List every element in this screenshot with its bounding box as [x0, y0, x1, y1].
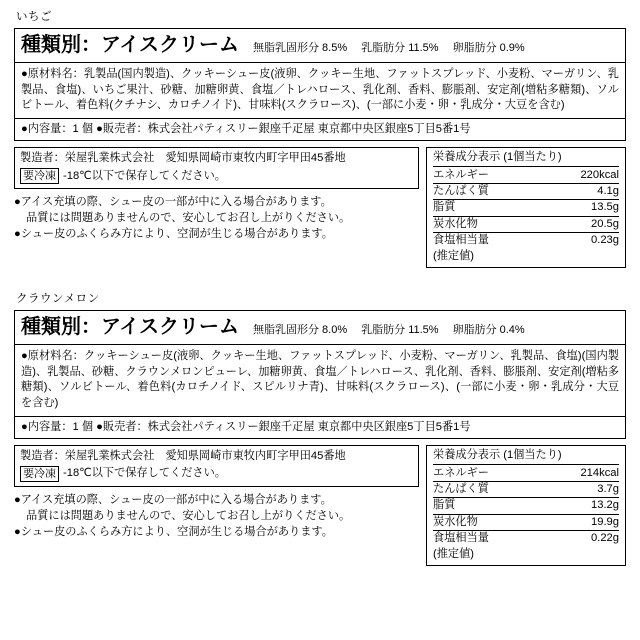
left-column — [14, 445, 419, 541]
type-row — [15, 29, 625, 63]
nutrient-value: 13.5g — [543, 200, 619, 216]
lower-area — [14, 445, 626, 566]
freeze-text: -18℃以下で保存してください。 — [63, 467, 226, 480]
note-line: ●アイス充填の際、シュー皮の一部が中に入る場合があります。 — [14, 196, 332, 209]
product-main-box — [14, 28, 626, 141]
estimate-note: (推定値) — [433, 548, 475, 561]
nutrient-value: 4.1g — [543, 184, 619, 200]
table-row — [433, 200, 619, 216]
table-row — [433, 514, 619, 530]
freeze-tag: 要冷凍 — [20, 466, 59, 482]
product-title: クラウンメロン — [16, 293, 100, 306]
lower-area — [14, 147, 626, 268]
table-row — [433, 498, 619, 514]
ingredients-text — [15, 345, 625, 416]
section-divider-space — [14, 268, 626, 290]
maker-line: 製造者：栄屋乳業株式会社 愛知県岡崎市東牧内町字甲田45番地 — [20, 151, 346, 164]
maker-box — [14, 445, 419, 488]
type-label: 種類別：アイスクリーム — [21, 34, 239, 56]
maker-line: 製造者：栄屋乳業株式会社 愛知県岡崎市東牧内町字甲田45番地 — [20, 449, 346, 462]
nutrient-value: 0.23g — [591, 233, 619, 246]
table-row — [433, 530, 619, 546]
nutrient-value: 214kcal — [543, 466, 619, 482]
table-row — [433, 232, 619, 248]
note-line: 品質には問題ありませんので、安心してお召し上がりください。 — [26, 510, 351, 523]
table-row — [433, 216, 619, 232]
stat-milk-fat: 乳脂肪分 11.5% — [361, 42, 439, 54]
ingredients-paragraph: ●原材料名：クッキーシュー皮(液卵、クッキー生地、ファットスプレッド、小麦粉、マーガリン、乳製品、食塩)(国内製造)、乳製品、砂糖、クラウンメロンピューレ、加糖卵黄、食塩／トレハロース、乳化剤、香料、膨脹剤、安定剤(増粘多糖類)、ソルビトール、着色料(カロチノイド、スピルリナ青)、甘味料(スクラロース)、(一部に小麦・卵・乳成分・大豆を含む) — [21, 350, 619, 410]
note-line: ●アイス充填の際、シュー皮の一部が中に入る場合があります。 — [14, 494, 332, 507]
freeze-text: -18℃以下で保存してください。 — [63, 169, 226, 182]
ingredients-paragraph: ●原材料名：乳製品(国内製造)、クッキーシュー皮(液卵、クッキー生地、ファットスプレッド、小麦粉、マーガリン、乳製品、食塩)、いちご果汁、砂糖、加糖卵黄、食塩／トレハロース、乳化剤、香料、膨脹剤、安定剤(増粘多糖類)、ソルビトール、着色料(クチナシ、カロチノイド)、甘味料(スクラロース)、(一部に小麦・卵・乳成分・大豆を含む) — [21, 68, 619, 112]
nutrient-value: 0.22g — [591, 531, 619, 544]
nutrient-value: 13.2g — [543, 498, 619, 514]
product-title: いちご — [16, 11, 52, 23]
nutrition-table — [433, 466, 619, 546]
nutrient-name: 脂質 — [433, 200, 543, 216]
stat-egg-fat: 卵脂肪分 0.9% — [452, 42, 525, 54]
nutrient-name: たんぱく質 — [433, 481, 543, 497]
nutrient-name: 食塩相当量 — [433, 531, 489, 544]
notes-area — [14, 194, 419, 242]
stat-egg-fat: 卵脂肪分 0.4% — [452, 324, 525, 337]
notes-area — [14, 492, 419, 540]
note-line: ●シュー皮のふくらみ方により、空洞が生じる場合があります。 — [14, 228, 333, 241]
freeze-line — [20, 466, 413, 482]
stat-milk-fat: 乳脂肪分 11.5% — [361, 324, 439, 337]
nutrition-title: 栄養成分表示 (1個当たり) — [433, 150, 619, 167]
table-row — [433, 184, 619, 200]
estimate-note: (推定値) — [433, 250, 475, 263]
nutrient-value: 3.7g — [543, 481, 619, 497]
product-label-block — [14, 10, 626, 268]
nutrient-name: 脂質 — [433, 498, 543, 514]
nutrition-box — [426, 445, 626, 566]
left-column — [14, 147, 419, 243]
ingredients-text — [15, 63, 625, 119]
table-row — [433, 168, 619, 184]
table-row — [433, 466, 619, 482]
freeze-tag: 要冷凍 — [20, 168, 59, 184]
type-row — [15, 311, 625, 345]
stat-nonfat-milk-solids: 無脂乳固形分 8.0% — [253, 324, 348, 337]
table-row — [433, 481, 619, 497]
nutrient-name: エネルギー — [433, 466, 543, 482]
product-main-box — [14, 310, 626, 438]
nutrient-value: 19.9g — [543, 514, 619, 530]
nutrient-name: 炭水化物 — [433, 514, 543, 530]
note-line: 品質には問題ありませんので、安心してお召し上がりください。 — [26, 212, 351, 225]
freeze-line — [20, 168, 413, 184]
nutrition-title: 栄養成分表示 (1個当たり) — [433, 448, 619, 465]
nutrient-name: 炭水化物 — [433, 216, 543, 232]
nutrient-value: 220kcal — [543, 168, 619, 184]
seller-row: ●内容量：1 個 ●販売者：株式会社パティスリー銀座千疋屋 東京都中央区銀座5丁目5番1号 — [21, 420, 471, 433]
stat-nonfat-milk-solids: 無脂乳固形分 8.5% — [253, 42, 348, 54]
nutrient-name: たんぱく質 — [433, 184, 543, 200]
nutrient-name: 食塩相当量 — [433, 233, 489, 246]
type-stats — [253, 319, 525, 341]
product-label-block — [14, 292, 626, 566]
type-label: 種類別：アイスクリーム — [21, 316, 239, 339]
nutrient-value: 20.5g — [543, 216, 619, 232]
nutrient-name: エネルギー — [433, 168, 543, 184]
type-stats — [253, 37, 525, 59]
maker-box — [14, 147, 419, 190]
nutrition-table — [433, 168, 619, 248]
nutrition-box — [426, 147, 626, 268]
note-line: ●シュー皮のふくらみ方により、空洞が生じる場合があります。 — [14, 526, 333, 539]
seller-row: ●内容量：1 個 ●販売者：株式会社パティスリー銀座千疋屋 東京都中央区銀座5丁目5番1号 — [21, 122, 471, 135]
